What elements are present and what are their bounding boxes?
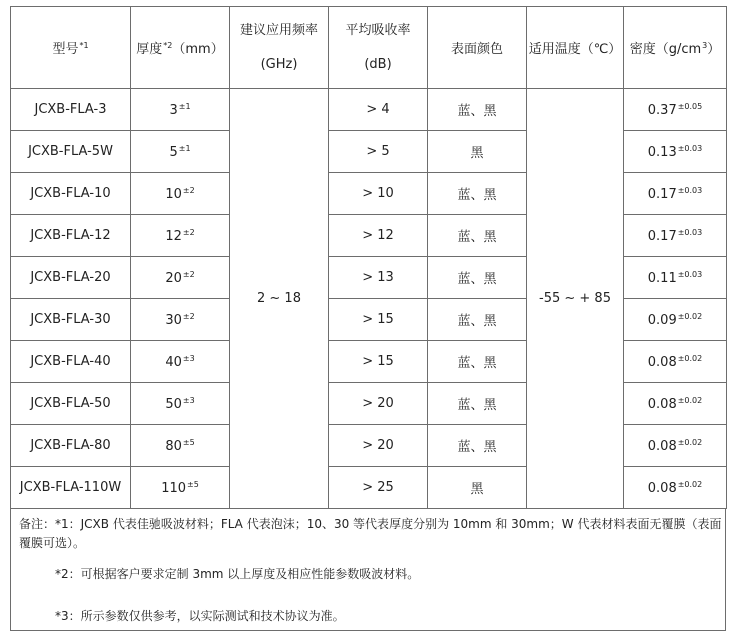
cell-thickness: $50^{\pm 3}$ bbox=[131, 383, 230, 425]
cell-thickness: $5^{\pm 1}$ bbox=[131, 131, 230, 173]
cell-surface-color: 蓝、黑 bbox=[428, 173, 527, 215]
cell-frequency: 2 ~ 18 bbox=[230, 89, 329, 509]
cell-absorption: > 13 bbox=[329, 257, 428, 299]
cell-density: $0.37^{\pm 0.05}$ bbox=[624, 89, 727, 131]
cell-model: JCXB-FLA-40 bbox=[11, 341, 131, 383]
cell-absorption: > 15 bbox=[329, 299, 428, 341]
cell-model: JCXB-FLA-110W bbox=[11, 467, 131, 509]
cell-absorption: > 4 bbox=[329, 89, 428, 131]
cell-absorption: > 20 bbox=[329, 425, 428, 467]
cell-thickness: $3^{\pm 1}$ bbox=[131, 89, 230, 131]
cell-model: JCXB-FLA-12 bbox=[11, 215, 131, 257]
cell-density: $0.11^{\pm 0.03}$ bbox=[624, 257, 727, 299]
cell-absorption: > 5 bbox=[329, 131, 428, 173]
cell-absorption: > 12 bbox=[329, 215, 428, 257]
header-frequency: 建议应用频率 (GHz) bbox=[230, 7, 329, 89]
note-2: *2：可根据客户要求定制 3mm 以上厚度及相应性能参数吸波材料。 bbox=[55, 567, 420, 581]
cell-surface-color: 黑 bbox=[428, 467, 527, 509]
cell-thickness: $40^{\pm 3}$ bbox=[131, 341, 230, 383]
cell-model: JCXB-FLA-3 bbox=[11, 89, 131, 131]
cell-model: JCXB-FLA-80 bbox=[11, 425, 131, 467]
cell-surface-color: 蓝、黑 bbox=[428, 425, 527, 467]
header-row bbox=[11, 7, 727, 89]
header-thickness: 厚度$^{*2}$（mm） bbox=[131, 7, 230, 89]
spec-table bbox=[10, 6, 727, 509]
cell-absorption: > 20 bbox=[329, 383, 428, 425]
cell-absorption: > 15 bbox=[329, 341, 428, 383]
cell-absorption: > 10 bbox=[329, 173, 428, 215]
header-density: 密度$(g/cm^3)$ bbox=[624, 7, 727, 89]
cell-density: $0.08^{\pm 0.02}$ bbox=[624, 425, 727, 467]
cell-thickness: $20^{\pm 2}$ bbox=[131, 257, 230, 299]
header-absorption: 平均吸收率 (dB) bbox=[329, 7, 428, 89]
cell-density: $0.17^{\pm 0.03}$ bbox=[624, 215, 727, 257]
cell-model: JCXB-FLA-10 bbox=[11, 173, 131, 215]
cell-thickness: $30^{\pm 2}$ bbox=[131, 299, 230, 341]
cell-thickness: $110^{\pm 5}$ bbox=[131, 467, 230, 509]
cell-surface-color: 蓝、黑 bbox=[428, 341, 527, 383]
cell-density: $0.08^{\pm 0.02}$ bbox=[624, 341, 727, 383]
cell-model: JCXB-FLA-20 bbox=[11, 257, 131, 299]
header-temperature: 适用温度（℃） bbox=[527, 7, 624, 89]
table-body bbox=[11, 89, 727, 509]
note-1: 备注：*1：JCXB 代表佳驰吸波材料；FLA 代表泡沫；10、30 等代表厚度分别为 10mm 和 30mm；W 代表材料表面无覆膜（表面覆膜可选）。 bbox=[19, 517, 722, 550]
header-model: 型号$^{*1}$ bbox=[11, 7, 131, 89]
cell-thickness: $80^{\pm 5}$ bbox=[131, 425, 230, 467]
cell-density: $0.09^{\pm 0.02}$ bbox=[624, 299, 727, 341]
table-row bbox=[11, 89, 727, 131]
cell-thickness: $12^{\pm 2}$ bbox=[131, 215, 230, 257]
notes-section bbox=[10, 509, 726, 631]
cell-thickness: $10^{\pm 2}$ bbox=[131, 173, 230, 215]
note-3: *3：所示参数仅供参考，以实际测试和技术协议为准。 bbox=[55, 609, 345, 623]
cell-density: $0.08^{\pm 0.02}$ bbox=[624, 383, 727, 425]
cell-surface-color: 蓝、黑 bbox=[428, 383, 527, 425]
cell-surface-color: 蓝、黑 bbox=[428, 299, 527, 341]
cell-temperature: -55 ~ + 85 bbox=[527, 89, 624, 509]
header-surface-color: 表面颜色 bbox=[428, 7, 527, 89]
cell-surface-color: 蓝、黑 bbox=[428, 215, 527, 257]
cell-density: $0.13^{\pm 0.03}$ bbox=[624, 131, 727, 173]
spec-sheet bbox=[10, 6, 726, 631]
cell-model: JCXB-FLA-5W bbox=[11, 131, 131, 173]
cell-model: JCXB-FLA-30 bbox=[11, 299, 131, 341]
cell-surface-color: 蓝、黑 bbox=[428, 257, 527, 299]
cell-surface-color: 蓝、黑 bbox=[428, 89, 527, 131]
cell-density: $0.08^{\pm 0.02}$ bbox=[624, 467, 727, 509]
cell-absorption: > 25 bbox=[329, 467, 428, 509]
cell-surface-color: 黑 bbox=[428, 131, 527, 173]
cell-model: JCXB-FLA-50 bbox=[11, 383, 131, 425]
cell-density: $0.17^{\pm 0.03}$ bbox=[624, 173, 727, 215]
